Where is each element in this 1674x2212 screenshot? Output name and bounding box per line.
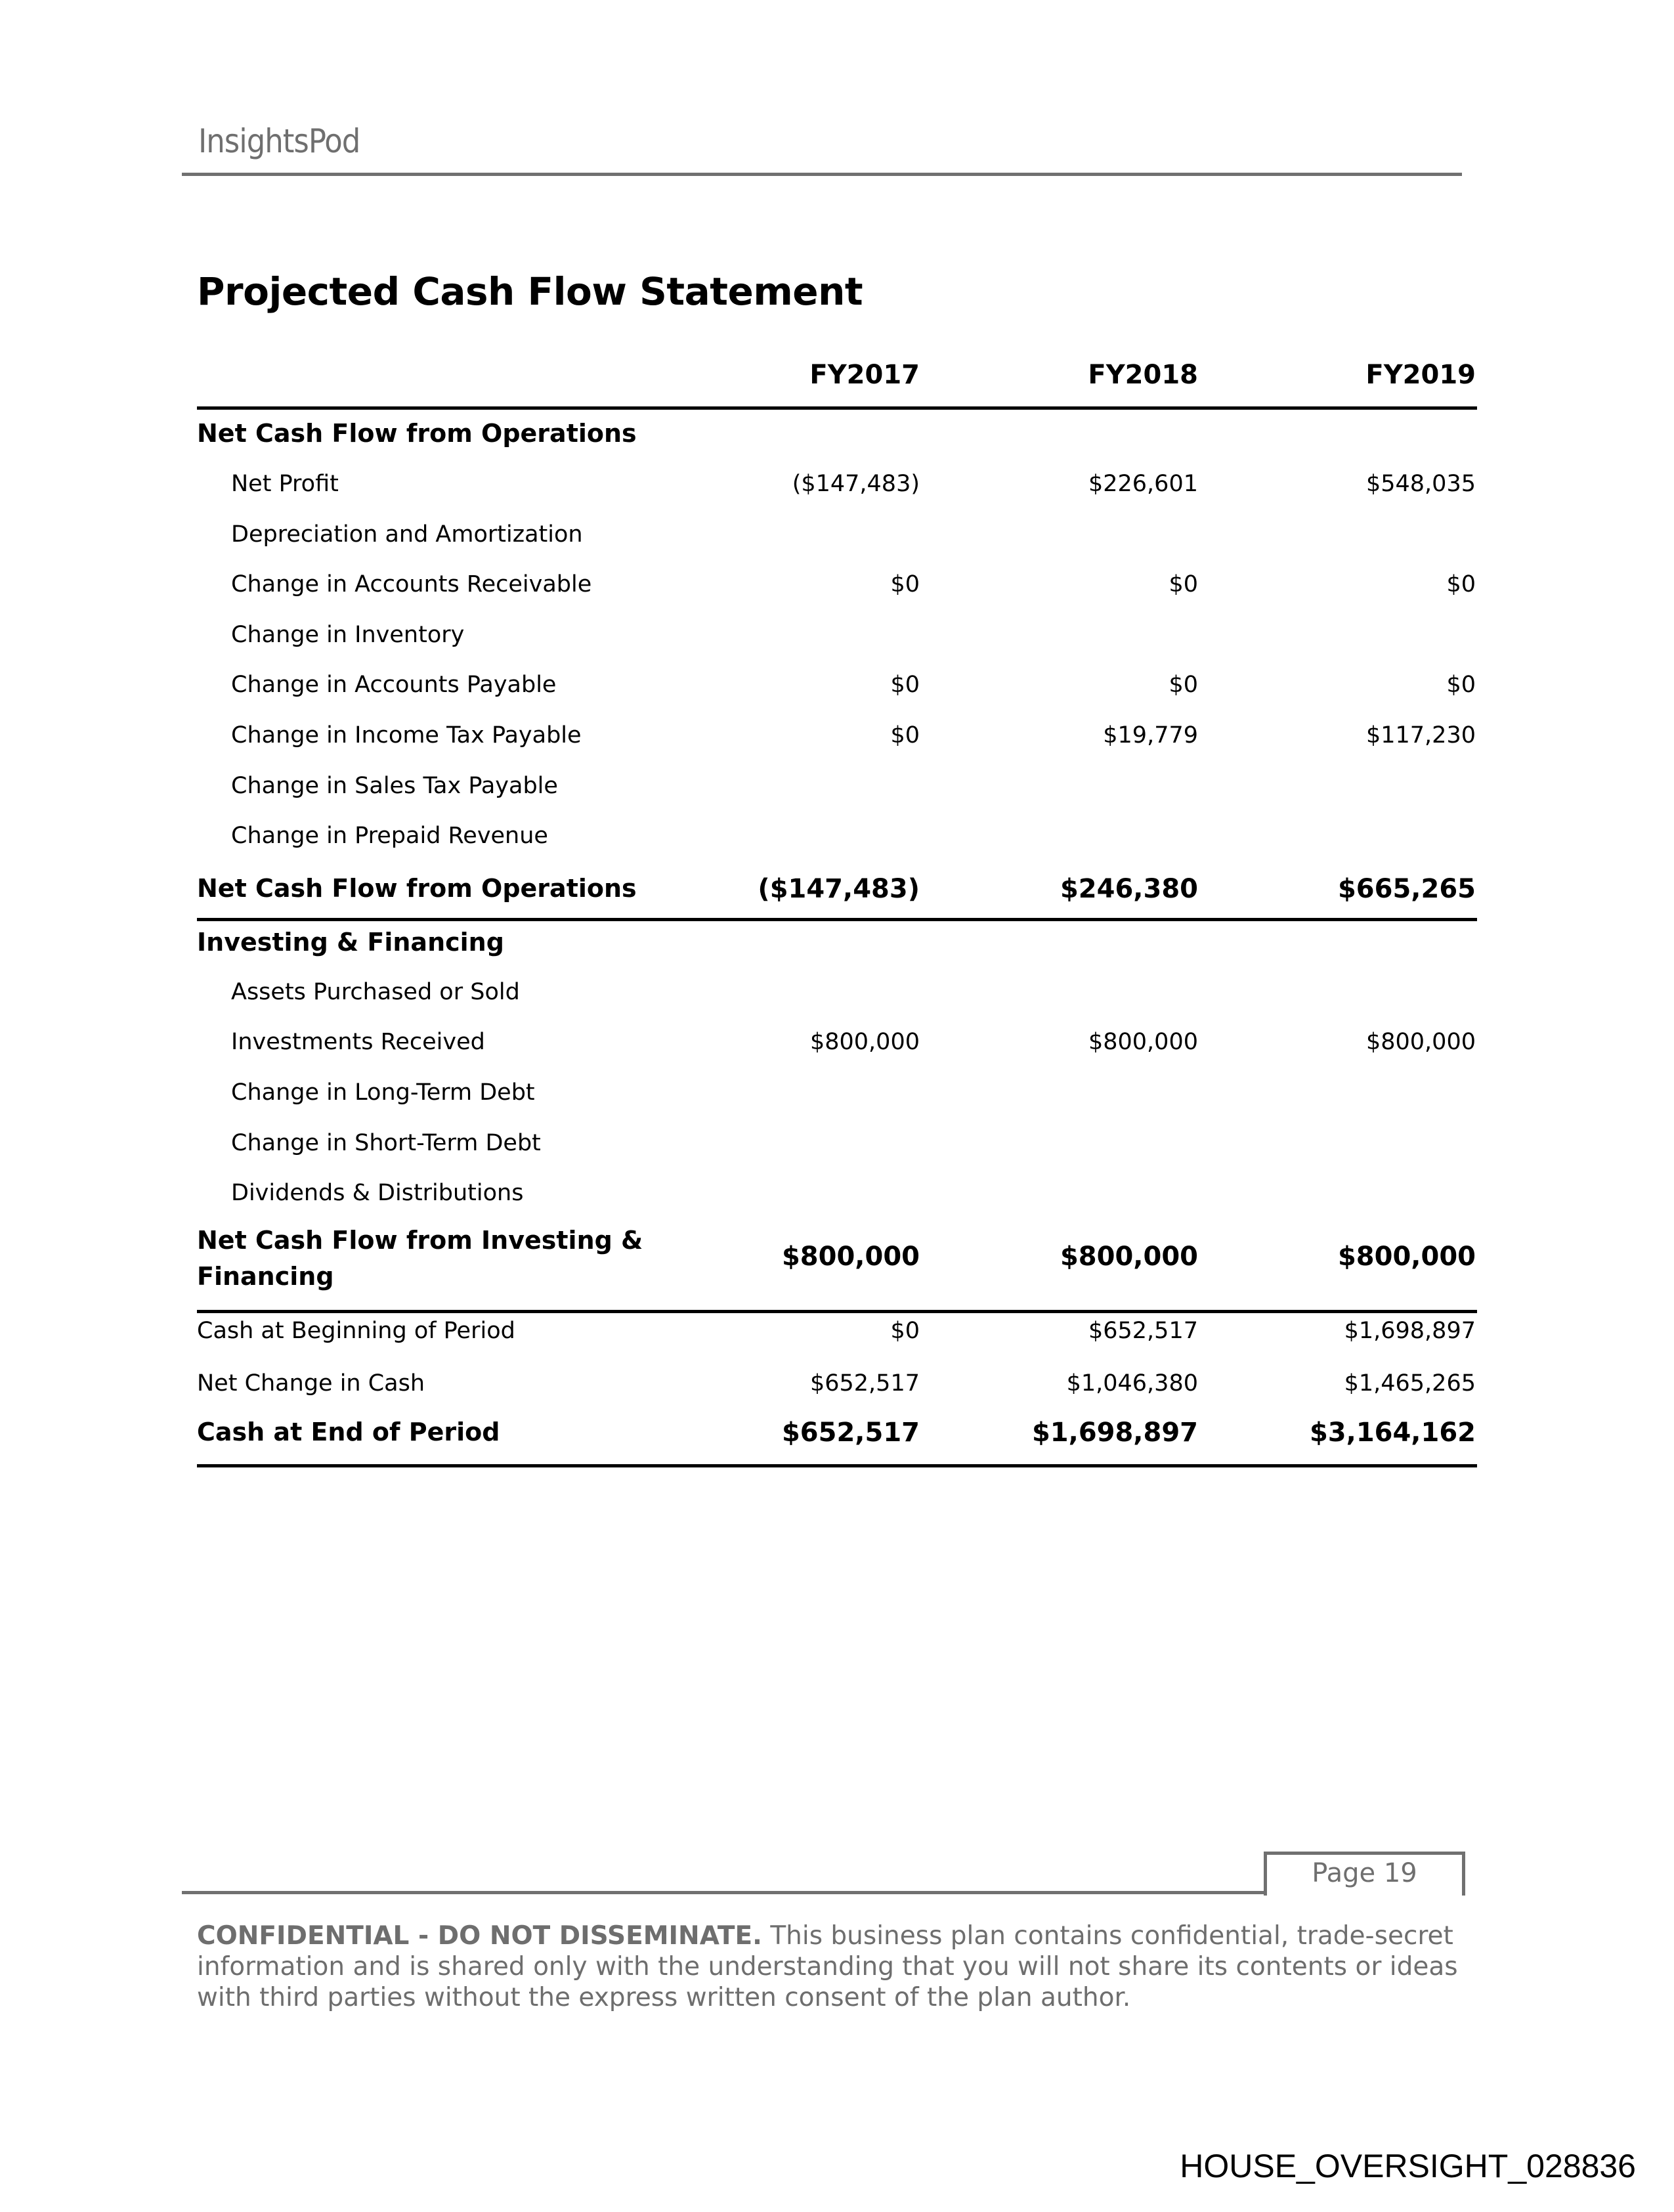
cell-fy2019: $117,230: [1365, 722, 1476, 748]
table-row: [0, 722, 1674, 762]
total-fy2019: $3,164,162: [1309, 1418, 1476, 1448]
row-label: Change in Short-Term Debt: [231, 1130, 541, 1156]
cell-fy2018: $226,601: [1088, 471, 1198, 497]
footer-divider: [182, 1891, 1265, 1894]
table-row: [0, 672, 1674, 711]
total-fy2018: $800,000: [1060, 1242, 1198, 1272]
column-header-fy2018: FY2018: [1088, 360, 1198, 390]
table-row: [0, 823, 1674, 862]
cell-fy2017: $0: [890, 672, 920, 698]
section-header-investing: [0, 928, 1674, 967]
row-label: Change in Accounts Payable: [231, 672, 557, 698]
table-row: [0, 571, 1674, 611]
section-header-operations: [0, 419, 1674, 458]
row-label: Change in Inventory: [231, 622, 465, 648]
table-row: [0, 1029, 1674, 1068]
bates-number: HOUSE_OVERSIGHT_028836: [1180, 2148, 1636, 2184]
total-row-cash-end: [0, 1418, 1674, 1457]
row-label: Change in Long-Term Debt: [231, 1079, 535, 1106]
total-fy2017: $652,517: [781, 1418, 920, 1448]
table-row: [0, 773, 1674, 812]
section-label: Net Cash Flow from Operations: [197, 419, 637, 448]
table-row: [0, 471, 1674, 510]
total-label: Cash at End of Period: [197, 1418, 500, 1446]
total-label: Net Cash Flow from Operations: [197, 874, 637, 903]
row-label: Change in Accounts Receivable: [231, 571, 592, 597]
cell-fy2018: $1,046,380: [1066, 1370, 1198, 1397]
row-label: Depreciation and Amortization: [231, 521, 583, 548]
cell-fy2017: $652,517: [809, 1370, 920, 1397]
cell-fy2018: $0: [1169, 672, 1198, 698]
cell-fy2017: ($147,483): [792, 471, 920, 497]
total-row-operations: [0, 874, 1674, 913]
header-divider: [182, 173, 1462, 176]
cell-fy2019: $0: [1446, 672, 1476, 698]
table-row: [0, 1180, 1674, 1219]
cell-fy2017: $0: [890, 722, 920, 748]
cell-fy2018: $652,517: [1088, 1318, 1198, 1344]
row-label: Change in Prepaid Revenue: [231, 823, 548, 849]
page-title: Projected Cash Flow Statement: [197, 269, 863, 314]
cell-fy2019: $0: [1446, 571, 1476, 597]
confidential-body: This business plan contains confidential, trade-secret information and is shared only with the understanding that you will not share its contents or ideas with third parties without the express written consent of the plan author.: [197, 1921, 1458, 2012]
cell-fy2018: $19,779: [1103, 722, 1198, 748]
table-row: [0, 1079, 1674, 1119]
table-row: [0, 622, 1674, 661]
table-row: [0, 1130, 1674, 1169]
row-label: Investments Received: [231, 1029, 485, 1055]
table-row: [0, 979, 1674, 1018]
total-row-investing: [0, 1223, 1674, 1301]
cell-fy2018: $800,000: [1088, 1029, 1198, 1055]
brand-name: InsightsPod: [198, 122, 360, 160]
total-fy2019: $665,265: [1337, 874, 1476, 904]
row-label: Change in Income Tax Payable: [231, 722, 582, 748]
cell-fy2019: $1,465,265: [1344, 1370, 1476, 1397]
total-fy2019: $800,000: [1337, 1242, 1476, 1272]
total-fy2017: $800,000: [781, 1242, 920, 1272]
confidentiality-notice: [197, 1920, 1484, 2013]
table-bottom-rule: [197, 1464, 1477, 1467]
total-fy2018: $1,698,897: [1031, 1418, 1198, 1448]
table-row: [0, 1370, 1674, 1410]
row-label: Net Profit: [231, 471, 339, 497]
cell-fy2017: $0: [890, 1318, 920, 1344]
row-label: Cash at Beginning of Period: [197, 1318, 515, 1344]
row-label: Net Change in Cash: [197, 1370, 425, 1397]
row-label: Assets Purchased or Sold: [231, 979, 520, 1005]
table-row: [0, 521, 1674, 561]
cell-fy2018: $0: [1169, 571, 1198, 597]
total-fy2017: ($147,483): [758, 874, 920, 904]
row-label: Dividends & Distributions: [231, 1180, 524, 1206]
row-label: Change in Sales Tax Payable: [231, 773, 558, 799]
table-row: [0, 1318, 1674, 1357]
page-number: Page 19: [1312, 1858, 1417, 1888]
cell-fy2019: $800,000: [1365, 1029, 1476, 1055]
section-label: Investing & Financing: [197, 928, 504, 957]
investing-total-rule: [197, 1310, 1477, 1313]
column-header-fy2019: FY2019: [1365, 360, 1476, 390]
cell-fy2017: $800,000: [809, 1029, 920, 1055]
column-header-fy2017: FY2017: [809, 360, 920, 390]
total-label: Net Cash Flow from Investing & Financing: [197, 1226, 643, 1291]
cell-fy2019: $1,698,897: [1344, 1318, 1476, 1344]
cell-fy2019: $548,035: [1365, 471, 1476, 497]
header-rule: [197, 406, 1477, 410]
total-fy2018: $246,380: [1060, 874, 1198, 904]
operations-total-rule: [197, 918, 1477, 921]
confidential-lead: CONFIDENTIAL - DO NOT DISSEMINATE.: [197, 1921, 762, 1951]
cell-fy2017: $0: [890, 571, 920, 597]
